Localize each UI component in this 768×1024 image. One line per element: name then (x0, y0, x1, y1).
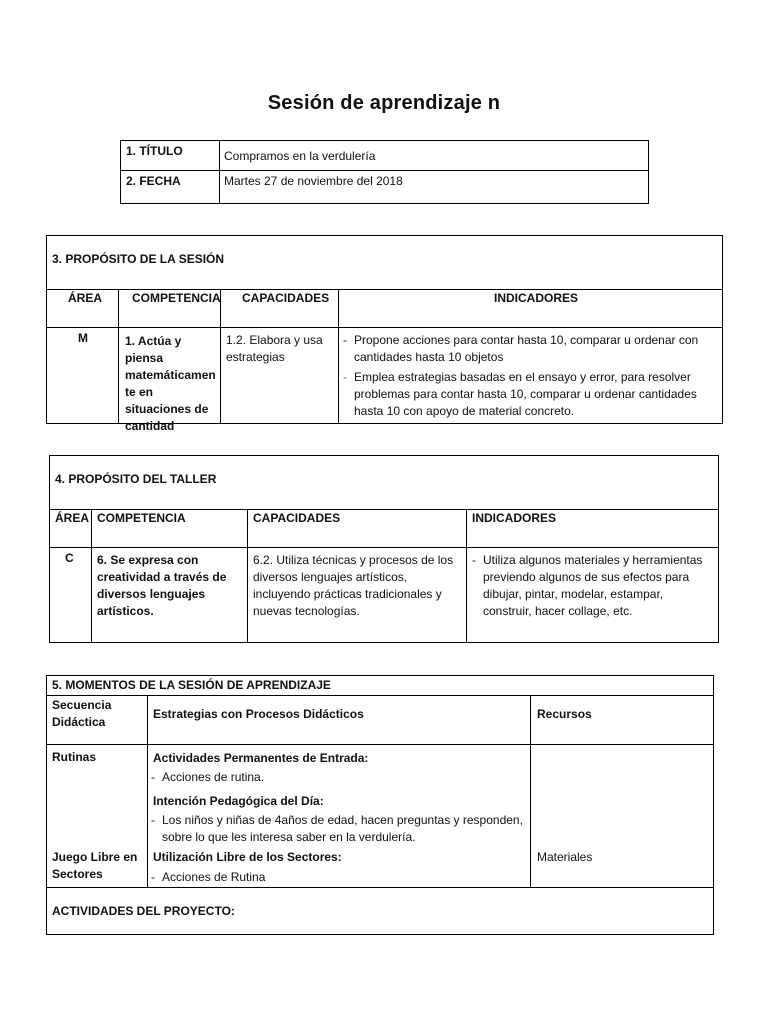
sesion-competencia: 1. Actúa y piensa matemáticamen te en situaciones de cantidad (125, 334, 216, 433)
actividades-permanentes-item: Acciones de rutina. (162, 770, 265, 784)
sesion-capacidades: 1.2. Elabora y usa estrategias (226, 333, 323, 364)
utilizacion-item: Acciones de Rutina (162, 870, 266, 884)
intencion-item: Los niños y niñas de 4años de edad, hacen preguntas y responden, sobre lo que les interesa saber en la verdulería. (162, 813, 523, 844)
secuencia-header: Secuencia Didáctica (52, 698, 112, 729)
sesion-header-capacidades: CAPACIDADES (242, 291, 330, 305)
sesion-indicador-1: Propone acciones para contar hasta 10, comparar u ordenar con cantidades hasta 10 objetos (354, 333, 699, 364)
indicador-dash: - (472, 553, 476, 567)
info-table (120, 140, 649, 204)
sesion-heading: 3. PROPÓSITO DE LA SESIÓN (52, 252, 225, 266)
titulo-value: Compramos en la verdulería (224, 149, 376, 163)
fecha-label: 2. FECHA (126, 174, 181, 188)
taller-header-competencia: COMPETENCIA (97, 511, 186, 525)
utilizacion-heading: Utilización Libre de los Sectores: (153, 850, 342, 864)
intencion-heading: Intención Pedagógica del Día: (153, 794, 324, 808)
taller-header-indicadores: INDICADORES (472, 511, 557, 525)
sesion-area: M (78, 331, 88, 345)
rutinas-label: Rutinas (52, 750, 97, 764)
taller-heading: 4. PROPÓSITO DEL TALLER (55, 472, 217, 486)
sesion-header-area: ÁREA (68, 291, 103, 305)
sesion-indicador-2: Emplea estrategias basadas en el ensayo y error, para resolver problemas para contar hasta 10, comparar u ordenar cantidades hasta 10 con apoyo de material concreto. (354, 370, 697, 418)
momentos-heading: 5. MOMENTOS DE LA SESIÓN DE APRENDIZAJE (52, 678, 331, 692)
sesion-header-competencia: COMPETENCIA (132, 291, 221, 305)
juego-libre-label: Juego Libre en Sectores (52, 850, 138, 881)
actividades-permanentes-heading: Actividades Permanentes de Entrada: (153, 751, 369, 765)
sesion-header-indicadores: INDICADORES (494, 291, 579, 305)
indicador-dash: - (343, 370, 347, 384)
list-dash: - (151, 770, 155, 784)
taller-capacidades: 6.2. Utiliza técnicas y procesos de los diversos lenguajes artísticos, incluyendo prácticas tradicionales y nuevas tecnologías. (253, 553, 454, 618)
taller-area: C (65, 551, 74, 565)
indicador-dash: - (343, 333, 347, 347)
page-title: Sesión de aprendizaje n (267, 92, 501, 114)
list-dash: - (151, 813, 155, 827)
taller-competencia: 6. Se expresa con creatividad a través de diversos lenguajes artísticos. (97, 553, 227, 618)
taller-indicador-1: Utiliza algunos materiales y herramientas previendo algunos de sus efectos para dibujar, pintar, modelar, estampar, construir, hacer collage, etc. (483, 553, 703, 618)
list-dash: - (151, 870, 155, 884)
recursos-header: Recursos (537, 707, 592, 721)
taller-header-capacidades: CAPACIDADES (253, 511, 341, 525)
titulo-label: 1. TÍTULO (126, 144, 183, 158)
taller-header-area: ÁREA (55, 511, 90, 525)
fecha-value: Martes 27 de noviembre del 2018 (224, 174, 403, 188)
recursos-value: Materiales (537, 850, 593, 864)
proyecto-label: ACTIVIDADES DEL PROYECTO: (52, 904, 235, 918)
estrategias-header: Estrategias con Procesos Didácticos (153, 707, 364, 721)
